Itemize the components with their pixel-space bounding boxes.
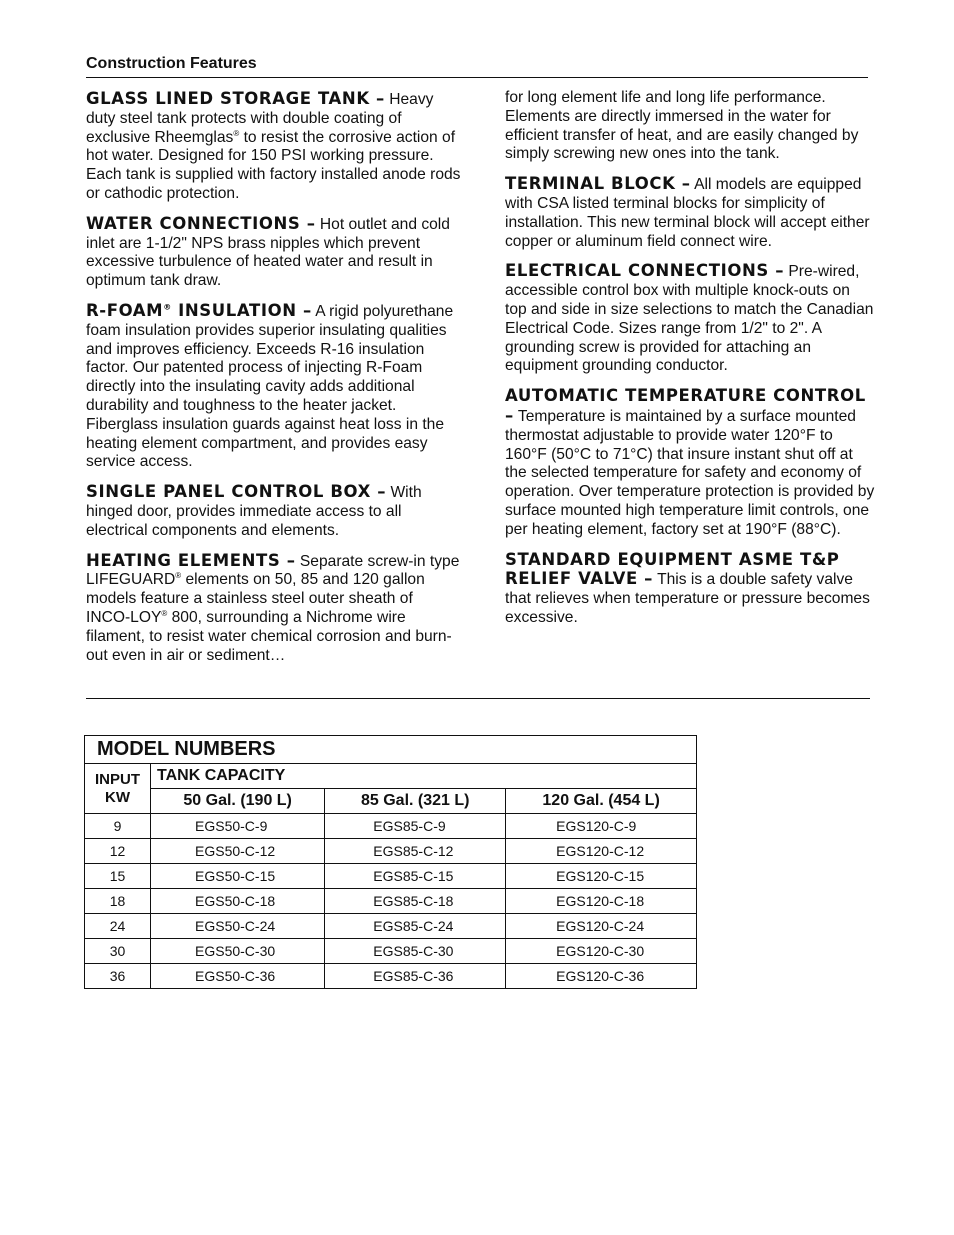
feature-text: Temperature is maintained by a surface mounted thermostat adjustable to provide water 120°F to 160°F (50°C to 71°C) that insure instant shut off at the selected temperature for safety and economy of operation. Over temperature protection is provided by surface mounted high temperature limit controls, one per heating element, factory set at 190°F (88°C). xyxy=(505,407,875,538)
table-header-row xyxy=(85,764,697,789)
model-cell: EGS120-C-36 xyxy=(506,964,697,989)
feature-heading: WATER CONNECTIONS – xyxy=(86,213,316,233)
table-title-row xyxy=(85,736,697,764)
feature-electrical-connections xyxy=(505,262,875,376)
model-cell: EGS50-C-12 xyxy=(151,839,325,864)
feature-relief-valve xyxy=(505,551,875,628)
model-cell: EGS85-C-30 xyxy=(325,939,506,964)
model-cell: EGS120-C-9 xyxy=(506,814,697,839)
feature-text: Hot outlet and cold inlet are 1-1/2" NPS brass nipples which prevent excessive turbulence of heated water and result in optimum tank draw. xyxy=(86,215,450,290)
model-cell: EGS85-C-9 xyxy=(325,814,506,839)
column-header-85: 85 Gal. (321 L) xyxy=(325,789,506,814)
feature-heading: SINGLE PANEL CONTROL BOX – xyxy=(86,482,387,502)
model-numbers-table xyxy=(84,735,697,989)
table-row xyxy=(85,814,697,839)
registered-mark: ® xyxy=(163,302,172,312)
feature-heading xyxy=(86,301,312,320)
column-header-50: 50 Gal. (190 L) xyxy=(151,789,325,814)
model-cell: EGS50-C-9 xyxy=(151,814,325,839)
feature-text: elements on 50, 85 and 120 gallon models feature a stainless steel outer sheath of INCO-LOY xyxy=(86,571,425,626)
model-cell: EGS85-C-15 xyxy=(325,864,506,889)
feature-terminal-block xyxy=(505,175,875,251)
feature-heading: STANDARD EQUIPMENT ASME T&P RELIEF VALVE – xyxy=(505,549,840,589)
feature-text: 800, surrounding a Nichrome wire filament, to resist water chemical corrosion and burn-out even in air or sediment… xyxy=(86,608,452,664)
feature-heading: ELECTRICAL CONNECTIONS – xyxy=(505,261,785,281)
feature-text: to resist the corrosive action of hot water. Designed for 150 PSI working pressure. Each tank is supplied with factory installed anode rods or cathodic protection. xyxy=(86,128,461,202)
right-column xyxy=(505,90,875,639)
tank-capacity-header: TANK CAPACITY xyxy=(151,764,697,789)
table-row xyxy=(85,864,697,889)
feature-text: All models are equipped with CSA listed terminal blocks for simplicity of installation. This new terminal block will accept either copper or aluminum field connect wire. xyxy=(505,176,870,250)
section-title: Construction Features xyxy=(86,55,257,72)
feature-text: Separate screw-in type LIFEGUARD xyxy=(86,552,460,589)
feature-heating-elements xyxy=(86,552,461,666)
model-cell: EGS85-C-12 xyxy=(325,839,506,864)
feature-text: Pre-wired, accessible control box with multiple knock-outs on top and side in size selections to match the Canadian Electrical Code. Sizes range from 1/2" to 2". A grounding screw is provided for attaching an equipment grounding conductor. xyxy=(505,263,874,375)
model-cell: EGS85-C-18 xyxy=(325,889,506,914)
model-cell: EGS120-C-18 xyxy=(506,889,697,914)
input-kw-header xyxy=(85,764,151,814)
feature-heading-part: R-FOAM xyxy=(86,300,164,320)
left-column xyxy=(86,90,461,676)
feature-single-panel-control-box xyxy=(86,483,461,540)
column-header-120: 120 Gal. (454 L) xyxy=(506,789,697,814)
registered-mark: ® xyxy=(161,608,168,618)
table-column-header-row xyxy=(85,789,697,814)
feature-text: Heavy duty steel tank protects with double coating of exclusive Rheemglas xyxy=(86,91,434,146)
feature-r-foam-insulation xyxy=(86,302,461,472)
section-divider xyxy=(86,698,870,699)
table-row xyxy=(85,889,697,914)
feature-text: This is a double safety valve that relieves when temperature or pressure becomes excessive. xyxy=(505,571,870,626)
model-cell: EGS120-C-24 xyxy=(506,914,697,939)
registered-mark: ® xyxy=(233,128,240,138)
feature-glass-lined-tank xyxy=(86,90,461,204)
model-cell: EGS50-C-24 xyxy=(151,914,325,939)
kw-cell: 36 xyxy=(85,964,151,989)
input-header-line: INPUT xyxy=(95,770,140,788)
feature-text: for long element life and long life performance. Elements are directly immersed in the water for efficient transfer of heat, and are easily changed by simply screwing new ones into the tank. xyxy=(505,89,859,163)
table-row xyxy=(85,914,697,939)
feature-text: With hinged door, provides immediate access to all electrical components and elements. xyxy=(86,484,422,539)
kw-cell: 9 xyxy=(85,814,151,839)
model-cell: EGS120-C-12 xyxy=(506,839,697,864)
kw-cell: 12 xyxy=(85,839,151,864)
feature-water-connections xyxy=(86,215,461,291)
feature-automatic-temperature-control xyxy=(505,387,875,539)
table-row xyxy=(85,839,697,864)
feature-heading: GLASS LINED STORAGE TANK – xyxy=(86,89,385,108)
feature-heading-part: INSULATION – xyxy=(171,300,312,320)
model-cell: EGS50-C-30 xyxy=(151,939,325,964)
model-cell: EGS120-C-30 xyxy=(506,939,697,964)
table-row xyxy=(85,939,697,964)
kw-cell: 15 xyxy=(85,864,151,889)
top-divider xyxy=(86,77,868,78)
registered-mark: ® xyxy=(175,571,182,581)
model-cell: EGS50-C-15 xyxy=(151,864,325,889)
model-cell: EGS120-C-15 xyxy=(506,864,697,889)
feature-heading: HEATING ELEMENTS – xyxy=(86,550,296,570)
kw-cell: 30 xyxy=(85,939,151,964)
feature-heading: AUTOMATIC TEMPERATURE CONTROL – xyxy=(505,386,866,425)
model-cell: EGS50-C-36 xyxy=(151,964,325,989)
kw-cell: 18 xyxy=(85,889,151,914)
table-title: MODEL NUMBERS xyxy=(85,736,697,764)
feature-heating-elements-continued xyxy=(505,89,875,164)
kw-cell: 24 xyxy=(85,914,151,939)
table-row xyxy=(85,964,697,989)
model-cell: EGS85-C-36 xyxy=(325,964,506,989)
feature-heading: TERMINAL BLOCK – xyxy=(505,174,691,194)
model-cell: EGS85-C-24 xyxy=(325,914,506,939)
feature-text: A rigid polyurethane foam insulation provides superior insulating qualities and improves efficiency. Exceeds R-16 insulation factor. Our patented process of injecting R-Foam directly into the insulating cavity adds additional durability and toughness to the heater jacket. Fiberglass insulation guards against heat loss in the heating element compartment, and provides easy service access. xyxy=(86,302,454,471)
input-header-line: KW xyxy=(105,788,130,806)
model-cell: EGS50-C-18 xyxy=(151,889,325,914)
